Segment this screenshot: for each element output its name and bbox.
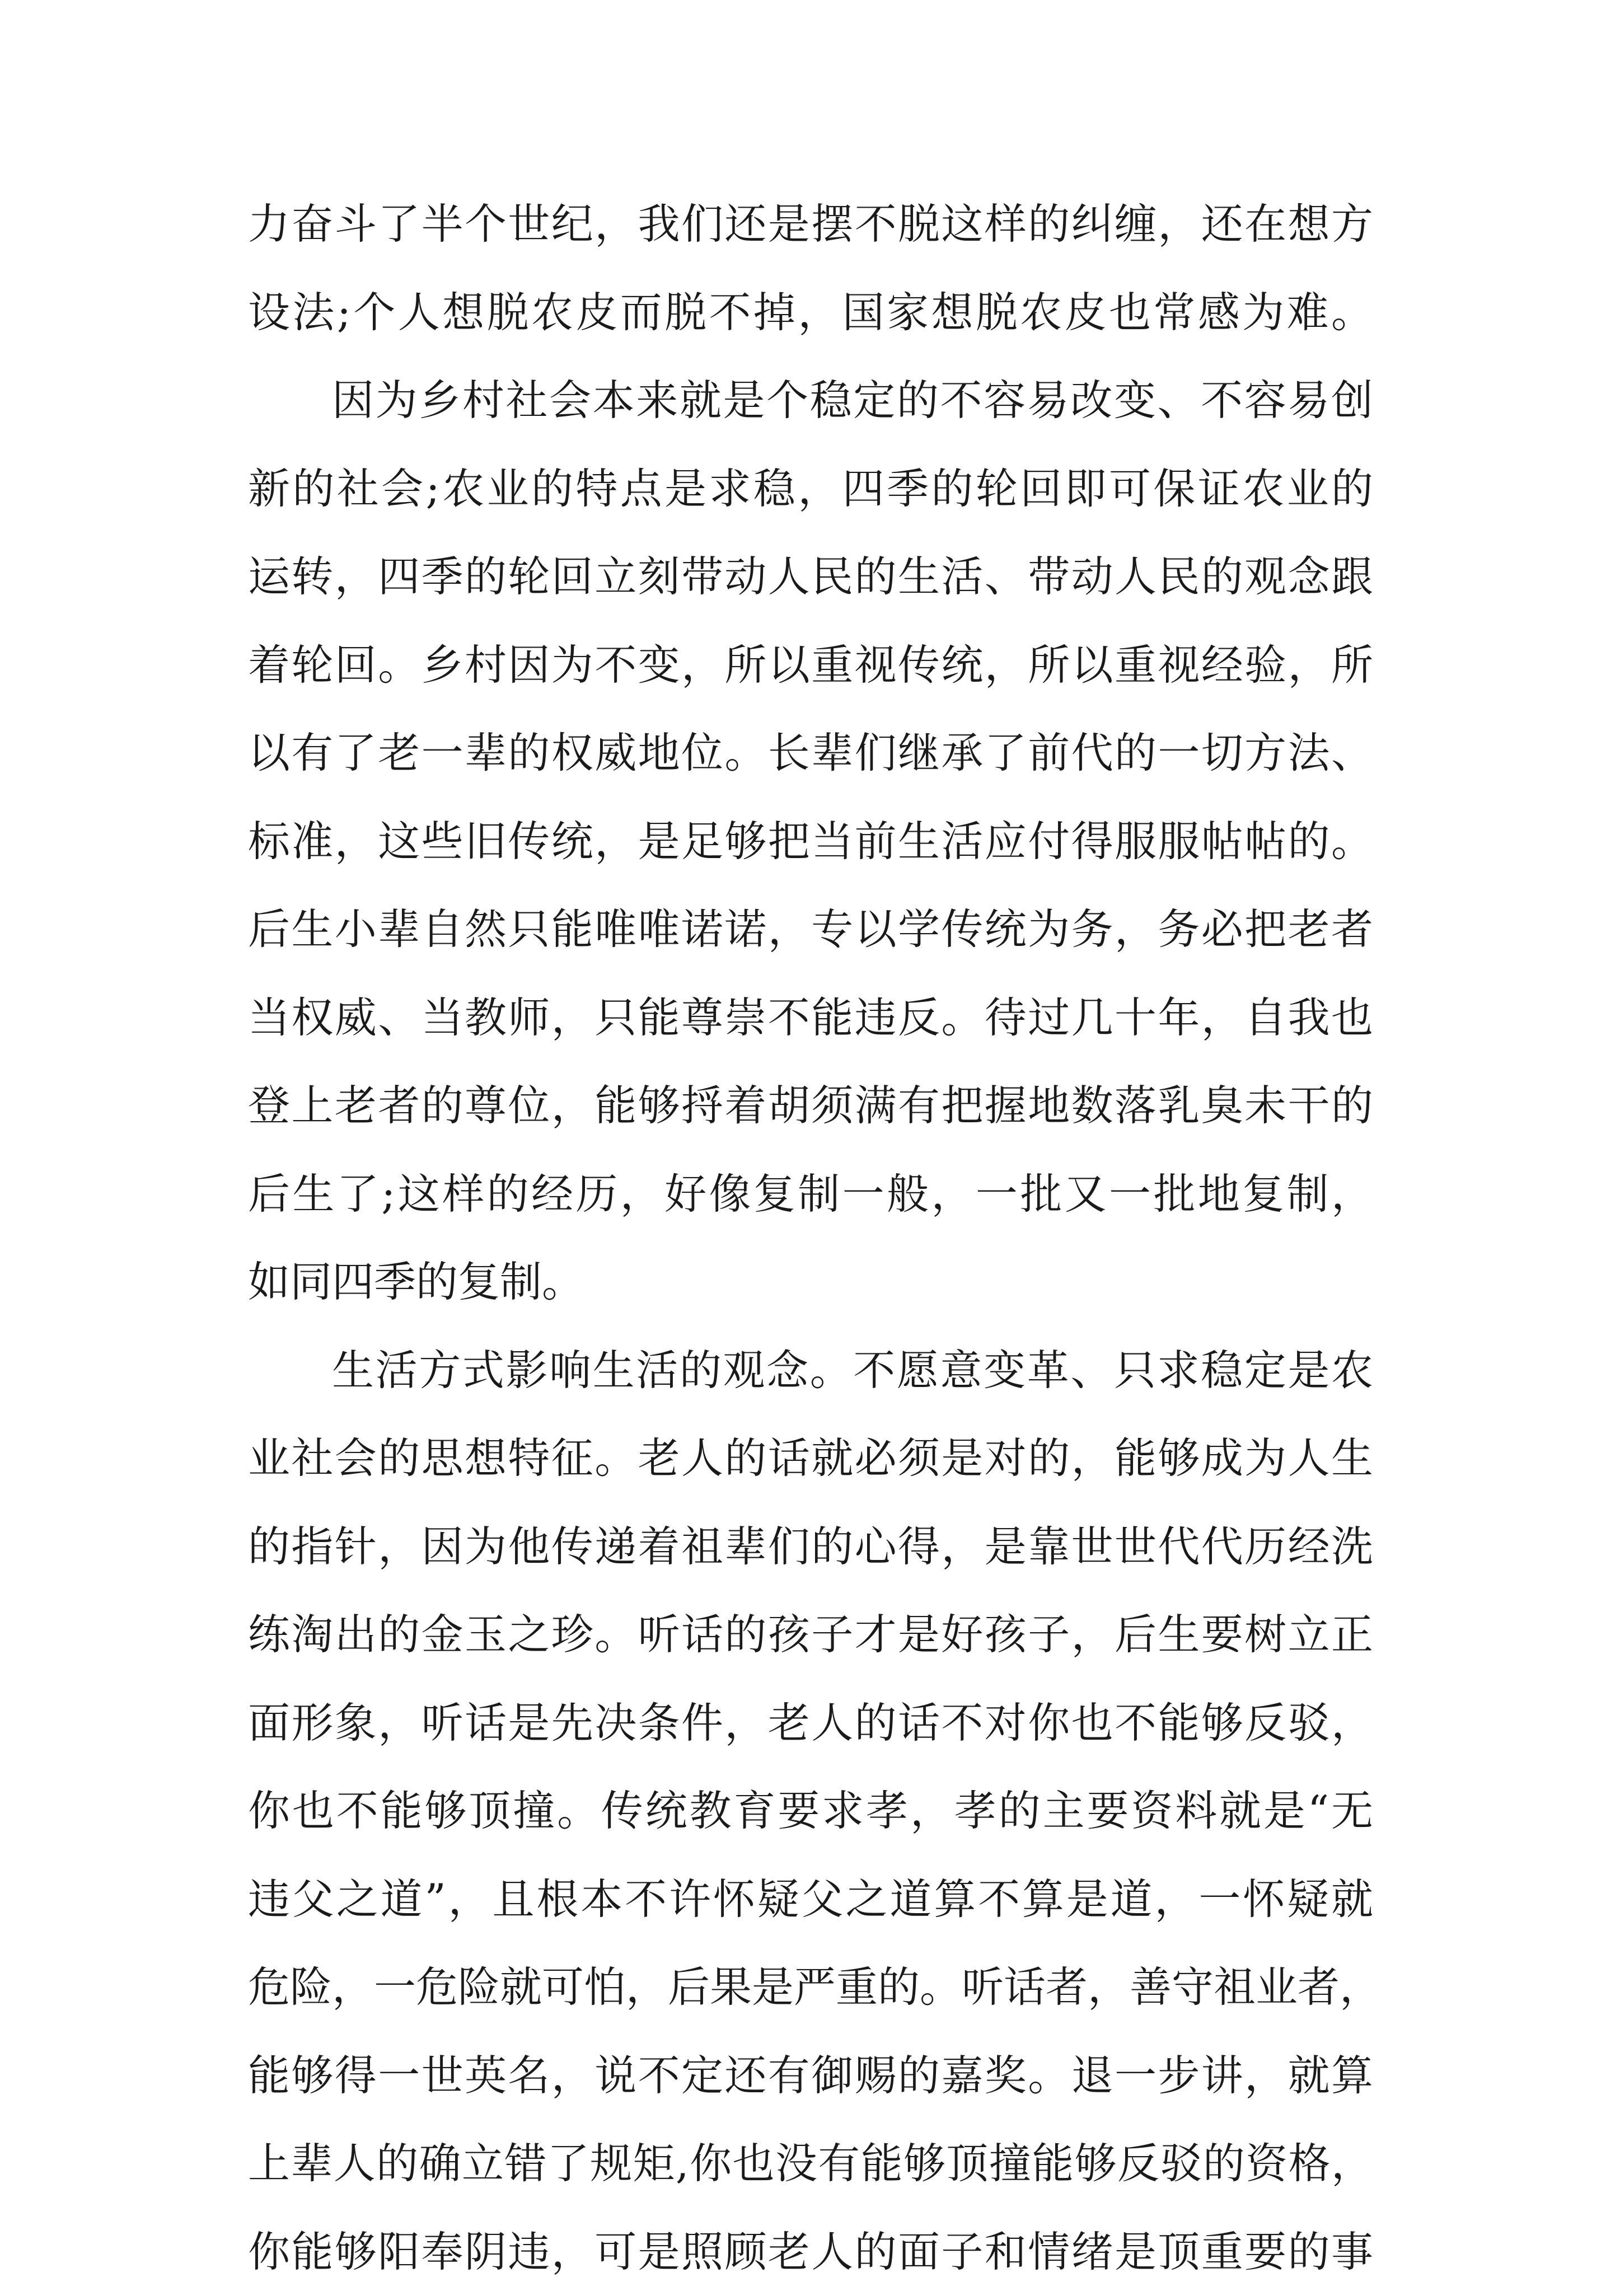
text-line: 标准，这些旧传统，是足够把当前生活应付得服服帖帖的。 bbox=[248, 798, 1373, 886]
text-line: 新的社会;农业的特点是求稳，四季的轮回即可保证农业的 bbox=[248, 445, 1373, 533]
text-line: 设法;个人想脱农皮而脱不掉，国家想脱农皮也常感为难。 bbox=[248, 269, 1373, 357]
text-line: 危险，一危险就可怕，后果是严重的。听话者，善守祖业者， bbox=[248, 1943, 1373, 2032]
body-text bbox=[248, 180, 1373, 2296]
text-line: 运转，四季的轮回立刻带动人民的生活、带动人民的观念跟 bbox=[248, 533, 1373, 621]
text-line: 当权威、当教师，只能尊崇不能违反。待过几十年，自我也 bbox=[248, 974, 1373, 1062]
text-line: 后生小辈自然只能唯唯诺诺，专以学传统为务，务必把老者 bbox=[248, 885, 1373, 974]
paragraph-end-line: 如同四季的复制。 bbox=[248, 1238, 1373, 1327]
text-line: 能够得一世英名，说不定还有御赐的嘉奖。退一步讲，就算 bbox=[248, 2032, 1373, 2120]
text-line: 后生了;这样的经历，好像复制一般，一批又一批地复制， bbox=[248, 1150, 1373, 1239]
text-line: 登上老者的尊位，能够捋着胡须满有把握地数落乳臭未干的 bbox=[248, 1062, 1373, 1150]
text-line: 以有了老一辈的权威地位。长辈们继承了前代的一切方法、 bbox=[248, 709, 1373, 798]
text-line: 的指针，因为他传递着祖辈们的心得，是靠世世代代历经洗 bbox=[248, 1503, 1373, 1591]
text-line: 面形象，听话是先决条件，老人的话不对你也不能够反驳， bbox=[248, 1679, 1373, 1768]
text-line: 你也不能够顶撞。传统教育要求孝，孝的主要资料就是“无 bbox=[248, 1767, 1373, 1855]
text-line: 力奋斗了半个世纪，我们还是摆不脱这样的纠缠，还在想方 bbox=[248, 180, 1373, 269]
text-line: 上辈人的确立错了规矩,你也没有能够顶撞能够反驳的资格， bbox=[248, 2120, 1373, 2208]
paragraph-start-line: 因为乡村社会本来就是个稳定的不容易改变、不容易创 bbox=[248, 357, 1373, 445]
text-line: 你能够阳奉阴违，可是照顾老人的面子和情绪是顶重要的事 bbox=[248, 2208, 1373, 2296]
paragraph-start-line: 生活方式影响生活的观念。不愿意变革、只求稳定是农 bbox=[248, 1327, 1373, 1415]
text-line: 违父之道”，且根本不许怀疑父之道算不算是道，一怀疑就 bbox=[248, 1855, 1373, 1944]
text-line: 练淘出的金玉之珍。听话的孩子才是好孩子，后生要树立正 bbox=[248, 1591, 1373, 1679]
text-line: 业社会的思想特征。老人的话就必须是对的，能够成为人生 bbox=[248, 1414, 1373, 1503]
text-line: 着轮回。乡村因为不变，所以重视传统，所以重视经验，所 bbox=[248, 621, 1373, 710]
